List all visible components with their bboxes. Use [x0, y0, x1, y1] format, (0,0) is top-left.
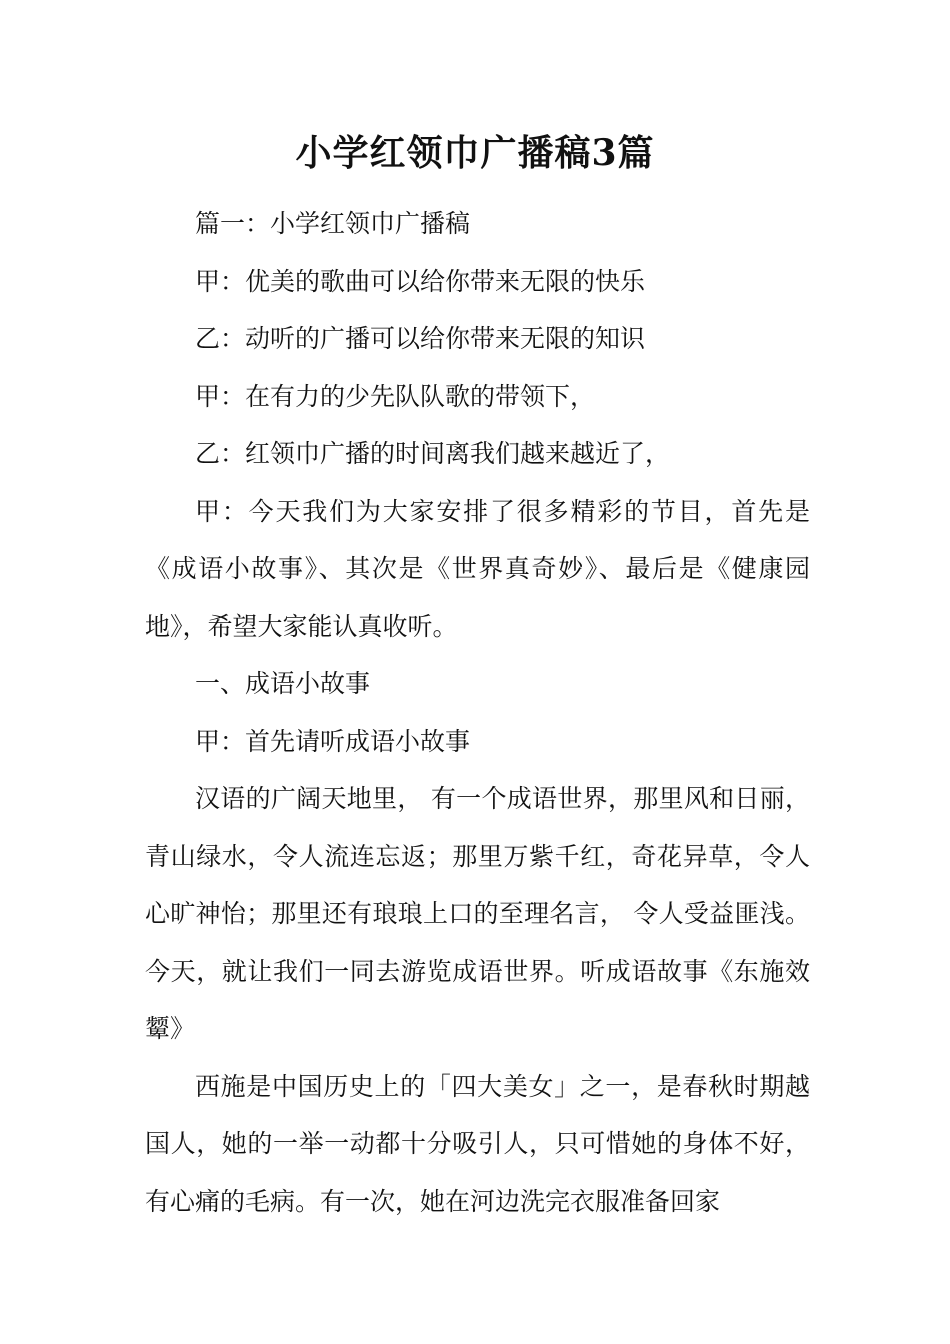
- paragraph-subheading: 一、成语小故事: [195, 669, 371, 698]
- paragraph-body: 汉语的广阔天地里， 有一个成语世界，那里风和日丽， 青山绿水，令人流连忘返；那里万紫千红，奇花异草，令人心旷神怡；那里还有琅琅上口的至理名言， 令人受益匪浅。今天，就让我们一同去游览成语世界。听成语故事《东施效颦》: [145, 784, 810, 1043]
- paragraph-dialogue: 甲：首先请听成语小故事: [195, 726, 471, 756]
- paragraph-dialogue: 乙：动听的广播可以给你带来无限的知识: [195, 324, 646, 353]
- paragraph-dialogue: 乙：红领巾广播的时间离我们越来越近了，: [195, 439, 671, 468]
- document-body: [145, 195, 810, 1230]
- paragraph-dialogue: 甲：在有力的少先队队歌的带领下，: [195, 381, 596, 411]
- paragraph-section-heading: 篇一：小学红领巾广播稿: [195, 209, 471, 238]
- paragraph-dialogue: 甲：优美的歌曲可以给你带来无限的快乐: [195, 266, 646, 296]
- document-title: 小学红领巾广播稿3篇: [295, 132, 655, 174]
- paragraph-dialogue: 甲：今天我们为大家安排了很多精彩的节目，首先是《成语小故事》、其次是《世界真奇妙》、最后是《健康园地》，希望大家能认真收听。: [145, 496, 810, 641]
- paragraph-body: 西施是中国历史上的「四大美女」之一，是春秋时期越国人，她的一举一动都十分吸引人，只可惜她的身体不好，有心痛的毛病。有一次，她在河边洗完衣服准备回家: [145, 1071, 810, 1216]
